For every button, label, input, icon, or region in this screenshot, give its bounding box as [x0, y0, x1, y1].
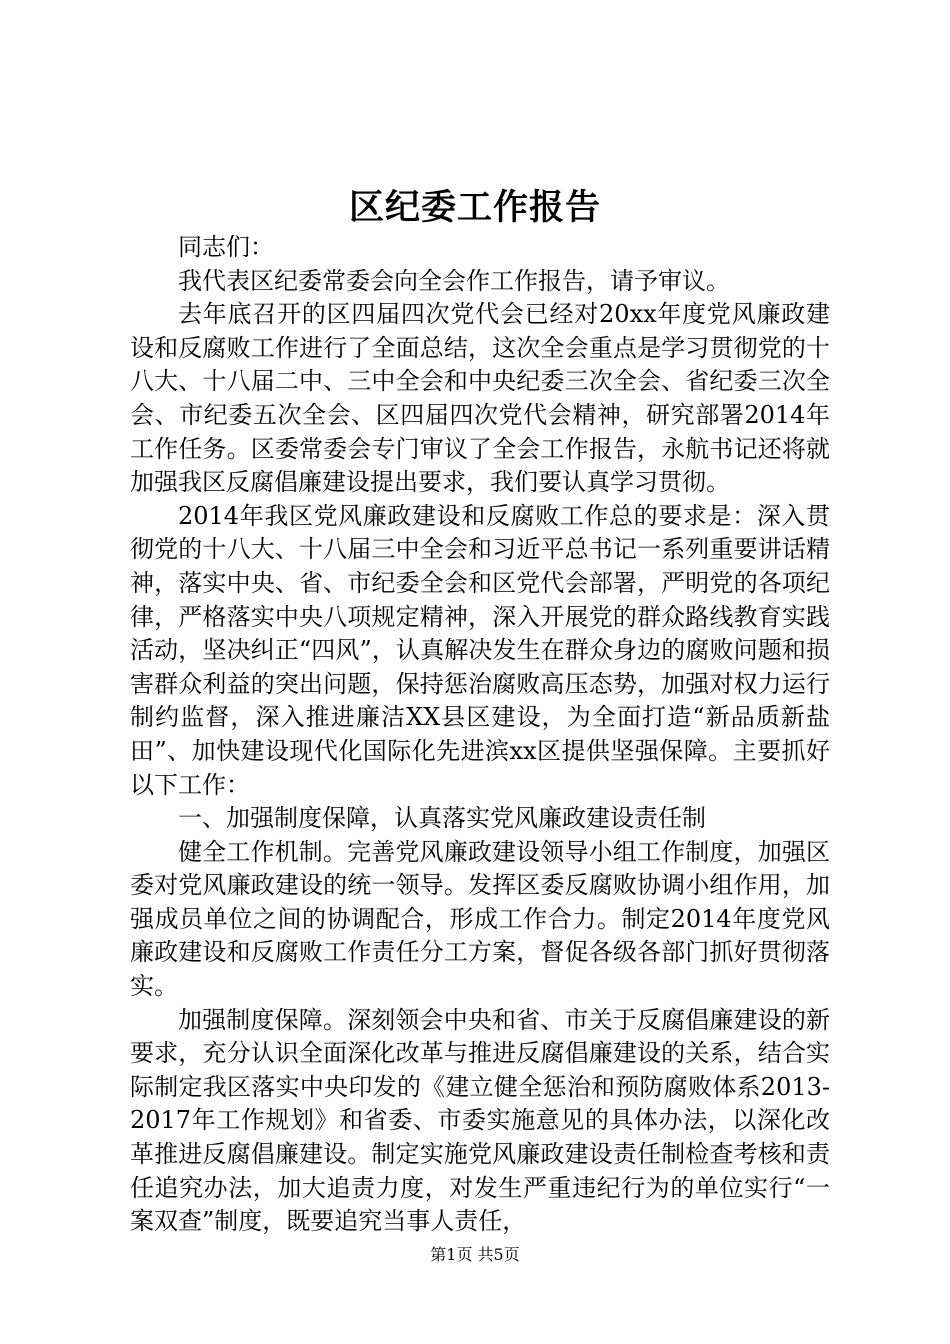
paragraph: 去年底召开的区四届四次党代会已经对20xx年度党风廉政建设和反腐败工作进行了全面总结，这次全会重点是学习贯彻党的十八大、十八届二中、三中全会和中央纪委三次全会、省纪委三次全会、市纪委五次全会、区四届四次党代会精神，研究部署2014年工作任务。区委常委会专门审议了全会工作报告，永航书记还将就加强我区反腐倡廉建设提出要求，我们要认真学习贯彻。: [130, 300, 830, 497]
paragraph: 健全工作机制。完善党风廉政建设领导小组工作制度，加强区委对党风廉政建设的统一领导。发挥区委反腐败协调小组作用，加强成员单位之间的协调配合，形成工作合力。制定2014年度党风廉政建设和反腐败工作责任分工方案，督促各级各部门抓好贯彻落实。: [130, 837, 830, 1001]
salutation: 同志们：: [178, 233, 274, 261]
page-number: 第1页 共5页: [430, 1245, 520, 1264]
paragraph: 我代表区纪委常委会向全会作工作报告，请予审议。: [178, 266, 730, 295]
section-heading: 一、加强制度保障，认真落实党风廉政建设责任制: [178, 804, 706, 833]
paragraph: 2014年我区党风廉政建设和反腐败工作总的要求是：深入贯彻党的十八大、十八届三中全会和习近平总书记一系列重要讲话精神，落实中央、省、市纪委全会和区党代会部署，严明党的各项纪律，严格落实中央八项规定精神，深入开展党的群众路线教育实践活动，坚决纠正“四风”，认真解决发生在群众身边的腐败问题和损害群众利益的突出问题，保持惩治腐败高压态势，加强对权力运行制约监督，深入推进廉洁XX县区建设，为全面打造“新品质新盐田”、加快建设现代化国际化先进滨xx区提供坚强保障。主要抓好以下工作：: [130, 501, 830, 799]
paragraph: 加强制度保障。深刻领会中央和省、市关于反腐倡廉建设的新要求，充分认识全面深化改革与推进反腐倡廉建设的关系，结合实际制定我区落实中央印发的《建立健全惩治和预防腐败体系2013-2017年工作规划》和省委、市委实施意见的具体办法，以深化改革推进反腐倡廉建设。制定实施党风廉政建设责任制检查考核和责任追究办法，加大追责力度，对发生严重违纪行为的单位实行“一案双查”制度，既要追究当事人责任，: [130, 1005, 830, 1236]
document-title: 区纪委工作报告: [348, 187, 601, 228]
document-body: [130, 231, 830, 1239]
